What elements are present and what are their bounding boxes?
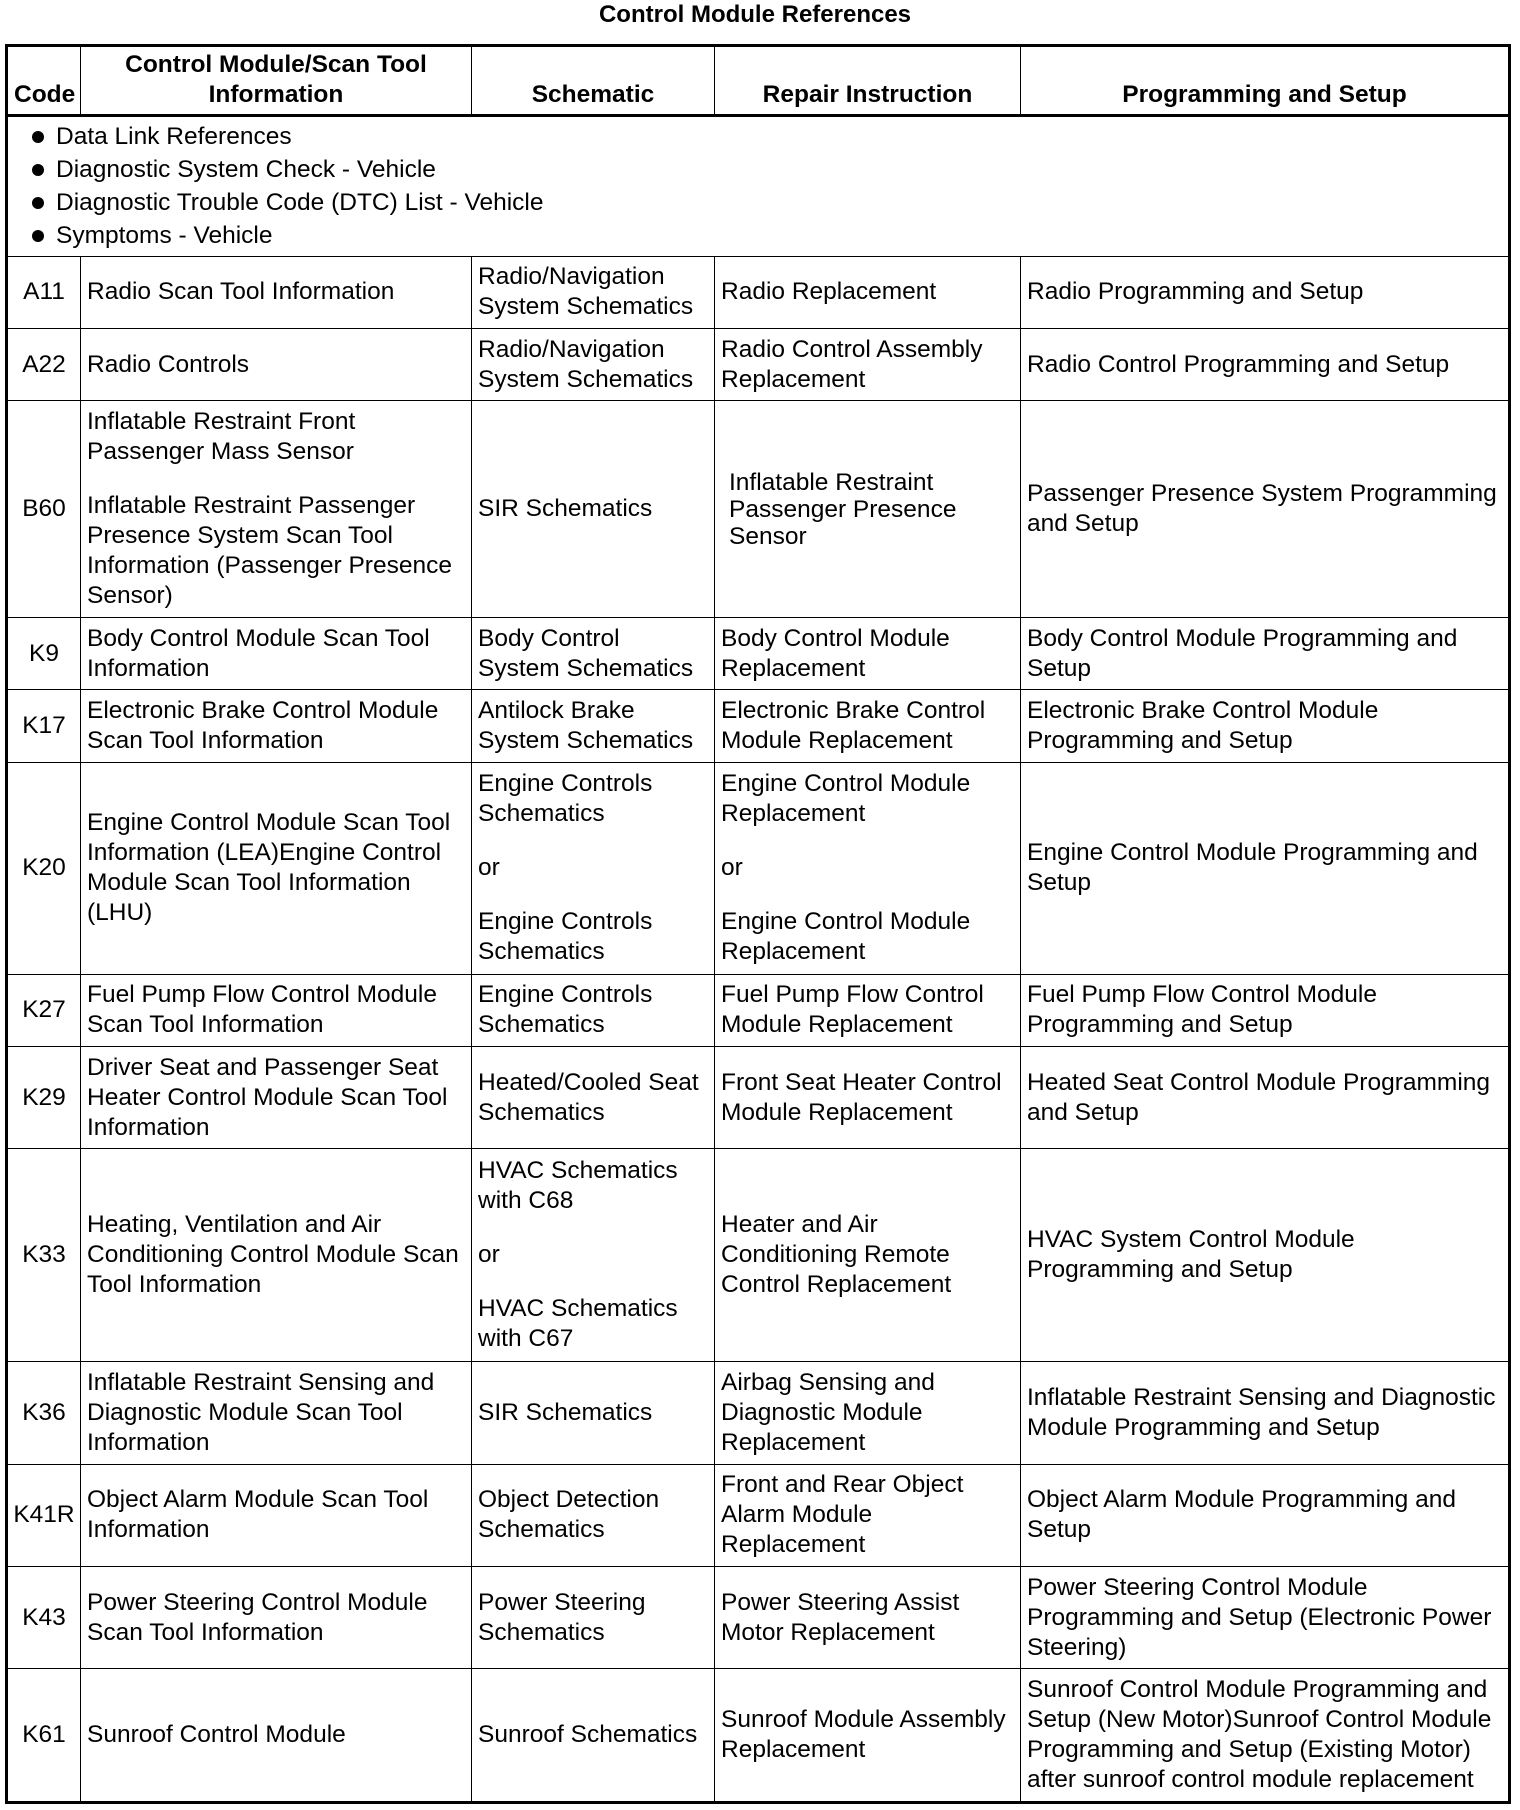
header-info: Control Module/Scan Tool Information [81, 46, 472, 116]
row-schematic[interactable]: Body Control System Schematics [472, 618, 715, 690]
row-code: K17 [7, 690, 81, 762]
link-symptoms[interactable]: Symptoms - Vehicle [8, 219, 1508, 252]
row-info[interactable]: Engine Control Module Scan Tool Information (LEA)Engine Control Module Scan Tool Information (LHU) [81, 762, 472, 974]
table-row [7, 690, 1510, 762]
table-row [7, 974, 1510, 1046]
header-schematic: Schematic [472, 46, 715, 116]
row-schematic[interactable]: Object Detection Schematics [472, 1464, 715, 1566]
row-repair[interactable]: Heater and Air Conditioning Remote Control Replacement [715, 1149, 1021, 1362]
general-links-row [7, 116, 1510, 257]
row-repair-option-1[interactable]: Engine Control Module Replacement [721, 770, 971, 828]
table-row [7, 401, 1510, 618]
row-schematic[interactable]: Engine Controls Schematics [472, 974, 715, 1046]
table-row [7, 1046, 1510, 1148]
row-code: B60 [7, 401, 81, 618]
row-repair[interactable]: Front and Rear Object Alarm Module Replacement [715, 1464, 1021, 1566]
row-schematic[interactable]: Sunroof Schematics [472, 1669, 715, 1803]
table-row [7, 1669, 1510, 1803]
row-schematic-option-2[interactable]: HVAC Schematics with C67 [478, 1295, 678, 1353]
row-repair[interactable]: Radio Replacement [715, 256, 1021, 328]
row-info [81, 401, 472, 618]
row-repair[interactable]: Body Control Module Replacement [715, 618, 1021, 690]
row-info[interactable]: Heating, Ventilation and Air Conditioning Control Module Scan Tool Information [81, 1149, 472, 1362]
row-info-part-1[interactable]: Inflatable Restraint Front Passenger Mass Sensor [87, 408, 356, 466]
row-repair[interactable]: Airbag Sensing and Diagnostic Module Replacement [715, 1362, 1021, 1464]
header-programming: Programming and Setup [1021, 46, 1510, 116]
table-row [7, 256, 1510, 328]
row-repair[interactable]: Fuel Pump Flow Control Module Replacement [715, 974, 1021, 1046]
row-schematic-option-2[interactable]: Engine Controls Schematics [478, 908, 653, 966]
row-programming[interactable]: Radio Control Programming and Setup [1021, 328, 1510, 400]
row-repair[interactable]: Electronic Brake Control Module Replacement [715, 690, 1021, 762]
row-programming[interactable]: Electronic Brake Control Module Programming and Setup [1021, 690, 1510, 762]
row-schematic-option-1[interactable]: Engine Controls Schematics [478, 770, 653, 828]
row-programming[interactable]: Heated Seat Control Module Programming and Setup [1021, 1046, 1510, 1148]
row-schematic[interactable]: Radio/Navigation System Schematics [472, 328, 715, 400]
link-diagnostic-system-check[interactable]: Diagnostic System Check - Vehicle [8, 153, 1508, 186]
row-programming[interactable]: HVAC System Control Module Programming and Setup [1021, 1149, 1510, 1362]
row-code: K41R [7, 1464, 81, 1566]
row-repair[interactable]: Sunroof Module Assembly Replacement [715, 1669, 1021, 1803]
row-programming[interactable]: Fuel Pump Flow Control Module Programming and Setup [1021, 974, 1510, 1046]
table-row [7, 618, 1510, 690]
row-schematic[interactable]: Power Steering Schematics [472, 1566, 715, 1668]
row-info[interactable]: Driver Seat and Passenger Seat Heater Control Module Scan Tool Information [81, 1046, 472, 1148]
row-schematic-or: or [478, 1241, 500, 1269]
row-code: A11 [7, 256, 81, 328]
row-programming[interactable]: Sunroof Control Module Programming and Setup (New Motor)Sunroof Control Module Programming and Setup (Existing Motor) after sunroof control module replacement [1021, 1669, 1510, 1803]
row-repair[interactable]: Power Steering Assist Motor Replacement [715, 1566, 1021, 1668]
row-info-part-2[interactable]: Inflatable Restraint Passenger Presence System Scan Tool Information (Passenger Presence Sensor) [87, 492, 452, 610]
row-schematic[interactable]: Antilock Brake System Schematics [472, 690, 715, 762]
row-repair-option-2[interactable]: Engine Control Module Replacement [721, 908, 971, 966]
row-code: K9 [7, 618, 81, 690]
link-data-link-references[interactable]: Data Link References [8, 120, 1508, 153]
row-code: K27 [7, 974, 81, 1046]
row-info[interactable]: Object Alarm Module Scan Tool Information [81, 1464, 472, 1566]
table-row [7, 1464, 1510, 1566]
table-row [7, 1362, 1510, 1464]
header-repair: Repair Instruction [715, 46, 1021, 116]
row-schematic-option-1[interactable]: HVAC Schematics with C68 [478, 1157, 678, 1215]
row-schematic [472, 762, 715, 974]
row-info[interactable]: Radio Scan Tool Information [81, 256, 472, 328]
row-schematic [472, 1149, 715, 1362]
row-programming[interactable]: Power Steering Control Module Programming and Setup (Electronic Power Steering) [1021, 1566, 1510, 1668]
row-programming[interactable]: Body Control Module Programming and Setup [1021, 618, 1510, 690]
table-row [7, 328, 1510, 400]
general-links-cell [7, 116, 1510, 257]
row-repair[interactable]: Front Seat Heater Control Module Replacement [715, 1046, 1021, 1148]
row-code: A22 [7, 328, 81, 400]
row-info[interactable]: Fuel Pump Flow Control Module Scan Tool Information [81, 974, 472, 1046]
row-code: K36 [7, 1362, 81, 1464]
row-schematic[interactable]: SIR Schematics [472, 401, 715, 618]
row-info[interactable]: Inflatable Restraint Sensing and Diagnostic Module Scan Tool Information [81, 1362, 472, 1464]
row-repair[interactable]: Inflatable Restraint Passenger Presence Sensor [715, 401, 1021, 618]
link-dtc-list[interactable]: Diagnostic Trouble Code (DTC) List - Vehicle [8, 186, 1508, 219]
row-programming[interactable]: Object Alarm Module Programming and Setup [1021, 1464, 1510, 1566]
row-programming[interactable]: Passenger Presence System Programming and Setup [1021, 401, 1510, 618]
row-repair [715, 762, 1021, 974]
row-schematic[interactable]: Radio/Navigation System Schematics [472, 256, 715, 328]
row-info[interactable]: Radio Controls [81, 328, 472, 400]
control-module-table [5, 44, 1511, 1804]
table-row [7, 1566, 1510, 1668]
row-schematic[interactable]: Heated/Cooled Seat Schematics [472, 1046, 715, 1148]
row-code: K43 [7, 1566, 81, 1668]
row-repair[interactable]: Radio Control Assembly Replacement [715, 328, 1021, 400]
row-code: K61 [7, 1669, 81, 1803]
row-programming[interactable]: Engine Control Module Programming and Setup [1021, 762, 1510, 974]
header-code: Code [7, 46, 81, 116]
row-info[interactable]: Sunroof Control Module [81, 1669, 472, 1803]
row-info[interactable]: Power Steering Control Module Scan Tool Information [81, 1566, 472, 1668]
row-schematic-or: or [478, 854, 500, 882]
row-code: K20 [7, 762, 81, 974]
row-info[interactable]: Electronic Brake Control Module Scan Tool Information [81, 690, 472, 762]
row-schematic[interactable]: SIR Schematics [472, 1362, 715, 1464]
table-row [7, 762, 1510, 974]
row-info[interactable]: Body Control Module Scan Tool Information [81, 618, 472, 690]
row-programming[interactable]: Radio Programming and Setup [1021, 256, 1510, 328]
row-code: K33 [7, 1149, 81, 1362]
table-row [7, 1149, 1510, 1362]
general-links-list [8, 120, 1508, 252]
row-programming[interactable]: Inflatable Restraint Sensing and Diagnostic Module Programming and Setup [1021, 1362, 1510, 1464]
row-repair-or: or [721, 854, 743, 882]
page-title: Control Module References [598, 1, 912, 28]
header-row [7, 46, 1510, 116]
row-code: K29 [7, 1046, 81, 1148]
